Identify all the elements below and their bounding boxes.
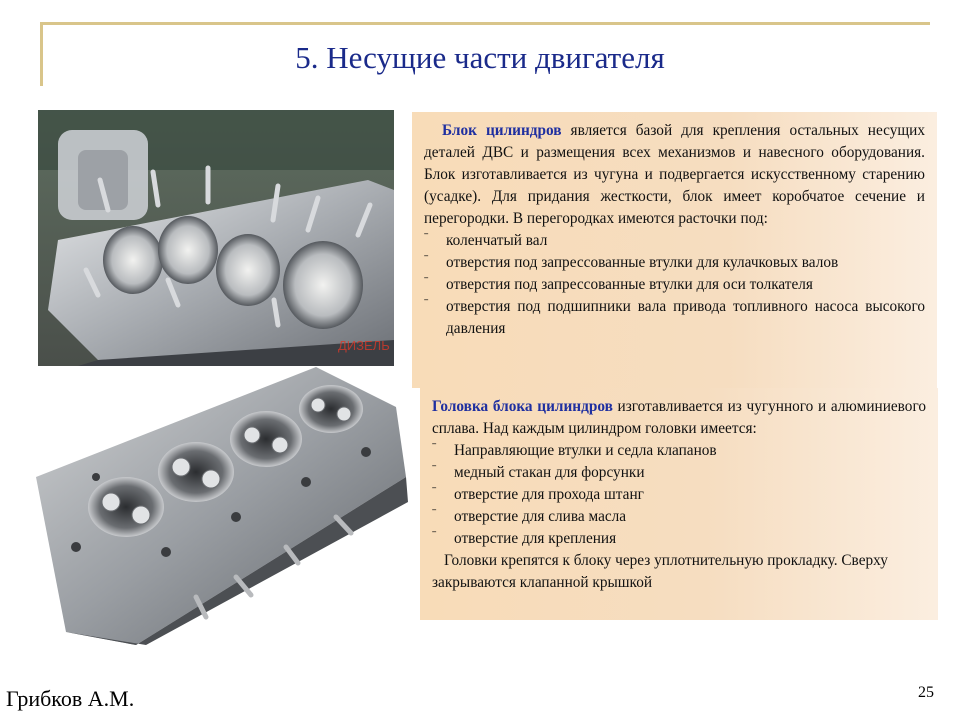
bullet-icon: ˉ: [432, 483, 437, 498]
cylinder-head-outro: Головки крепятся к блоку через уплотнительную прокладку. Сверху закрываются клапанной крышкой: [432, 552, 888, 591]
bullet-icon: ˉ: [424, 251, 429, 266]
bullet-icon: ˉ: [432, 439, 437, 454]
cylinder-head-description: [432, 396, 926, 440]
bullet-icon: ˉ: [424, 229, 429, 244]
list-item: ˉ отверстия под подшипники вала привода топливного насоса высокого давления: [424, 296, 925, 340]
cylinder-head-photo: [36, 367, 418, 645]
bullet-icon: ˉ: [432, 461, 437, 476]
cylinder-block-list: [424, 230, 925, 340]
list-item: ˉ отверстие для слива масла: [432, 506, 926, 528]
cylinder-head-list: [432, 440, 926, 550]
engine-block-photo: [38, 110, 394, 366]
list-item: ˉ Направляющие втулки и седла клапанов: [432, 440, 926, 462]
list-item: ˉ медный стакан для форсунки: [432, 462, 926, 484]
bullet-icon: ˉ: [432, 505, 437, 520]
cylinder-block-description: [424, 120, 925, 230]
bullet-icon: ˉ: [424, 295, 429, 310]
cylinder-head-intro: изготавливается из чугунного и алюминиевого сплава. Над каждым цилиндром головки имеется:: [432, 398, 926, 437]
decorative-frame-top: [40, 22, 930, 25]
list-item: ˉ отверстие для крепления: [432, 528, 926, 550]
bullet-icon: ˉ: [432, 527, 437, 542]
author-name: Грибков А.М.: [6, 686, 135, 711]
cylinder-block-term: Блок цилиндров: [442, 122, 562, 139]
cylinder-block-textbox: [412, 112, 937, 388]
page-number: 25: [918, 684, 934, 701]
list-item: ˉ отверстия под запрессованные втулки для кулачковых валов: [424, 252, 925, 274]
list-item: ˉ отверстия под запрессованные втулки для оси толкателя: [424, 274, 925, 296]
cylinder-block-intro: является базой для крепления остальных несущих деталей ДВС и размещения всех механизмов и навесного оборудования. Блок изготавливается из чугуна и подвергается искусственному старению (усадке). Для придания жесткости, блок имеет коробчатое сечение и перегородки. В перегородках имеются расточки под:: [424, 122, 925, 227]
cylinder-head-term: Головка блока цилиндров: [432, 398, 613, 415]
list-item: ˉ отверстие для прохода штанг: [432, 484, 926, 506]
svg-text:ДИЗЕЛЬ: ДИЗЕЛЬ: [338, 338, 390, 353]
slide-title: 5. Несущие части двигателя: [295, 40, 665, 75]
list-item: ˉ коленчатый вал: [424, 230, 925, 252]
cylinder-head-textbox: [420, 388, 938, 620]
bullet-icon: ˉ: [424, 273, 429, 288]
